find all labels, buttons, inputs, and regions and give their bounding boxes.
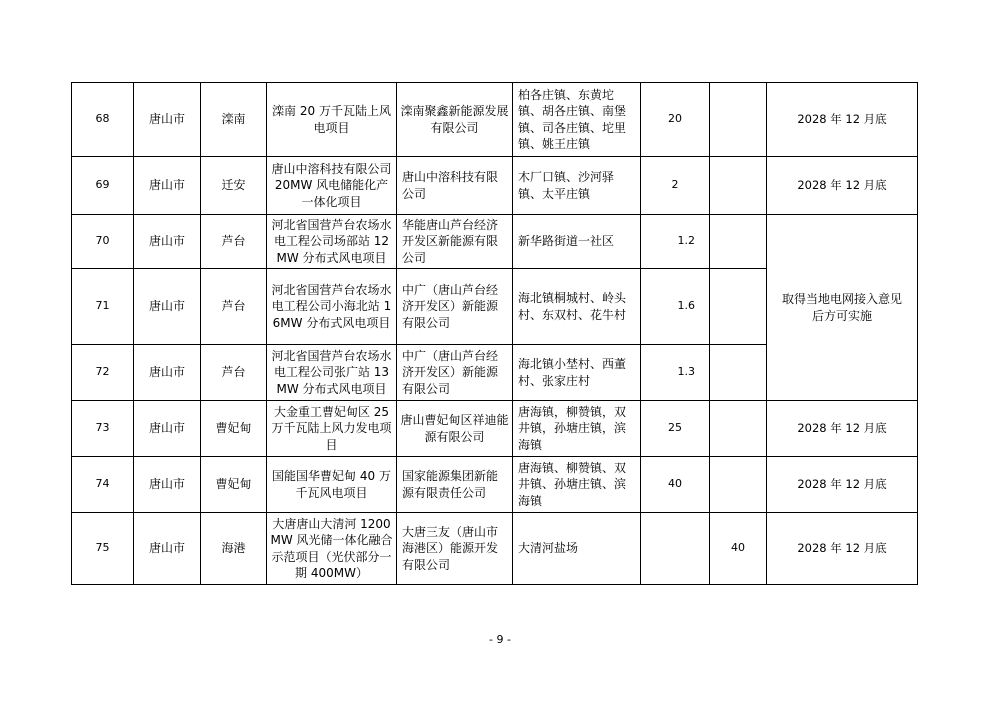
county-cell: 曹妃甸 bbox=[201, 457, 267, 513]
capacity-a-cell bbox=[641, 513, 710, 585]
location-cell: 柏各庄镇、东黄坨镇、胡各庄镇、南堡镇、司各庄镇、坨里镇、姚王庄镇 bbox=[513, 83, 641, 157]
capacity-b-cell bbox=[710, 401, 767, 457]
capacity-b-cell bbox=[710, 457, 767, 513]
project-name-cell: 河北省国营芦台农场水电工程公司小海北站 16MW 分布式风电项目 bbox=[267, 269, 397, 345]
county-cell: 芦台 bbox=[201, 215, 267, 269]
location-cell: 唐海镇，柳赞镇，双井镇，孙塘庄镇，滨海镇 bbox=[513, 401, 641, 457]
capacity-b-cell bbox=[710, 83, 767, 157]
county-cell: 曹妃甸 bbox=[201, 401, 267, 457]
capacity-a-cell: 1.2 bbox=[641, 215, 710, 269]
note-cell: 2028 年 12 月底 bbox=[767, 401, 918, 457]
capacity-a-cell: 2 bbox=[641, 157, 710, 215]
row-number: 68 bbox=[72, 83, 134, 157]
project-name-cell: 河北省国营芦台农场水电工程公司场部站 12MW 分布式风电项目 bbox=[267, 215, 397, 269]
row-number: 69 bbox=[72, 157, 134, 215]
location-cell: 海北镇小埜村、西董村、张家庄村 bbox=[513, 345, 641, 401]
note-cell: 2028 年 12 月底 bbox=[767, 457, 918, 513]
owner-cell: 大唐三友（唐山市海港区）能源开发有限公司 bbox=[397, 513, 513, 585]
table-row bbox=[72, 83, 918, 157]
note-cell: 2028 年 12 月底 bbox=[767, 83, 918, 157]
capacity-b-cell bbox=[710, 157, 767, 215]
city-cell: 唐山市 bbox=[134, 269, 201, 345]
location-cell: 海北镇桐城村、岭头村、东双村、花牛村 bbox=[513, 269, 641, 345]
table-row bbox=[72, 401, 918, 457]
county-cell: 芦台 bbox=[201, 345, 267, 401]
table-row bbox=[72, 215, 918, 269]
row-number: 73 bbox=[72, 401, 134, 457]
table-row bbox=[72, 457, 918, 513]
owner-cell: 国家能源集团新能源有限责任公司 bbox=[397, 457, 513, 513]
project-table bbox=[71, 82, 918, 585]
capacity-a-cell: 1.3 bbox=[641, 345, 710, 401]
capacity-b-cell bbox=[710, 269, 767, 345]
row-number: 70 bbox=[72, 215, 134, 269]
row-number: 74 bbox=[72, 457, 134, 513]
project-name-cell: 唐山中溶科技有限公司 20MW 风电储能化产一体化项目 bbox=[267, 157, 397, 215]
location-cell: 唐海镇、柳赞镇、双井镇、孙塘庄镇、滨海镇 bbox=[513, 457, 641, 513]
county-cell: 芦台 bbox=[201, 269, 267, 345]
row-number: 75 bbox=[72, 513, 134, 585]
city-cell: 唐山市 bbox=[134, 513, 201, 585]
merged-note-cell bbox=[767, 215, 918, 401]
project-name-cell: 滦南 20 万千瓦陆上风电项目 bbox=[267, 83, 397, 157]
city-cell: 唐山市 bbox=[134, 83, 201, 157]
project-name-cell: 大唐唐山大清河 1200MW 风光储一体化融合示范项目（光伏部分一期 400MW） bbox=[267, 513, 397, 585]
page-number: - 9 - bbox=[489, 633, 511, 646]
county-cell: 滦南 bbox=[201, 83, 267, 157]
location-cell: 木厂口镇、沙河驿镇、太平庄镇 bbox=[513, 157, 641, 215]
note-cell: 2028 年 12 月底 bbox=[767, 157, 918, 215]
city-cell: 唐山市 bbox=[134, 401, 201, 457]
owner-cell: 中广（唐山芦台经济开发区）新能源有限公司 bbox=[397, 269, 513, 345]
county-cell: 海港 bbox=[201, 513, 267, 585]
capacity-a-cell: 25 bbox=[641, 401, 710, 457]
capacity-b-cell: 40 bbox=[710, 513, 767, 585]
location-cell: 大清河盐场 bbox=[513, 513, 641, 585]
owner-cell: 唐山曹妃甸区祥迪能源有限公司 bbox=[397, 401, 513, 457]
capacity-b-cell bbox=[710, 345, 767, 401]
city-cell: 唐山市 bbox=[134, 345, 201, 401]
city-cell: 唐山市 bbox=[134, 157, 201, 215]
owner-cell: 华能唐山芦台经济开发区新能源有限公司 bbox=[397, 215, 513, 269]
city-cell: 唐山市 bbox=[134, 215, 201, 269]
capacity-a-cell: 20 bbox=[641, 83, 710, 157]
table-row bbox=[72, 157, 918, 215]
project-name-cell: 大金重工曹妃甸区 25 万千瓦陆上风力发电项目 bbox=[267, 401, 397, 457]
owner-cell: 滦南聚鑫新能源发展有限公司 bbox=[397, 83, 513, 157]
row-number: 72 bbox=[72, 345, 134, 401]
capacity-a-cell: 40 bbox=[641, 457, 710, 513]
owner-cell: 唐山中溶科技有限公司 bbox=[397, 157, 513, 215]
row-number: 71 bbox=[72, 269, 134, 345]
project-name-cell: 国能国华曹妃甸 40 万千瓦风电项目 bbox=[267, 457, 397, 513]
table-row bbox=[72, 513, 918, 585]
location-cell: 新华路街道一社区 bbox=[513, 215, 641, 269]
capacity-b-cell bbox=[710, 215, 767, 269]
owner-cell: 中广（唐山芦台经济开发区）新能源有限公司 bbox=[397, 345, 513, 401]
county-cell: 迁安 bbox=[201, 157, 267, 215]
project-name-cell: 河北省国营芦台农场水电工程公司张广站 13MW 分布式风电项目 bbox=[267, 345, 397, 401]
capacity-a-cell: 1.6 bbox=[641, 269, 710, 345]
project-table-container bbox=[71, 82, 917, 585]
note-cell: 2028 年 12 月底 bbox=[767, 513, 918, 585]
city-cell: 唐山市 bbox=[134, 457, 201, 513]
merged-note-text: 取得当地电网接入意见后方可实施 bbox=[781, 291, 902, 323]
